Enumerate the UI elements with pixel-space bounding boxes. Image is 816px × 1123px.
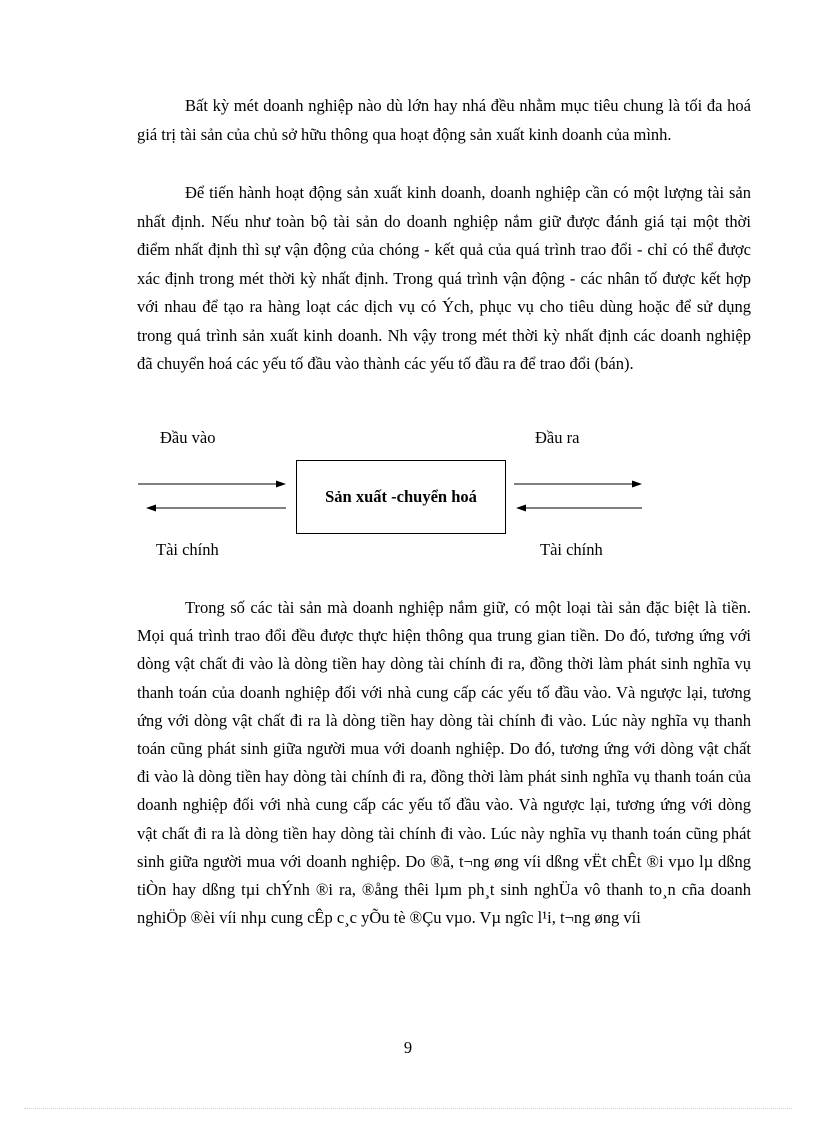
- production-box-label: Sản xuất -chuyển hoá: [325, 487, 477, 506]
- page-number: 9: [403, 1038, 413, 1057]
- production-box: [296, 460, 506, 534]
- output-label: Đầu ra: [535, 428, 580, 447]
- paragraph-intro: Bất kỳ mét doanh nghiệp nào dù lớn hay nhá đều nhằm mục tiêu chung là tối đa hoá giá trị tài sản của chủ sở hữu thông qua hoạt động sản xuất kinh doanh của mình.: [137, 96, 751, 144]
- left-flow-arrows: [136, 478, 296, 514]
- production-flow-diagram: [0, 420, 816, 570]
- paragraph-money: Trong số các tài sản mà doanh nghiệp nắm giữ, có một loại tài sản đặc biệt là tiền. Mọi quá trình trao đổi đều được thực hiện thông qua trung gian tiền. Do đó, tương ứng với dòng vật chất đi vào là dòng tiền hay dòng tài chính đi ra, đồng thời làm phát sinh nghĩa vụ thanh toán của doanh nghiệp đối với nhà cung cấp các yếu tố đầu vào. Và ngược lại, tương ứng với dòng vật chất đi ra là dòng tiền hay dòng tài chính đi vào. Lúc này nghĩa vụ thanh toán cũng phát sinh giữa người mua với doanh nghiệp. Do đó, tương ứng với dòng vật chất đi vào là dòng tiền hay dòng tài chính đi ra, đồng thời làm phát sinh nghĩa vụ thanh toán của doanh nghiệp đối với nhà cung cấp các yếu tố đầu vào. Và ngược lại, tương ứng với dòng vật chất đi ra là dòng tiền hay dòng tài chính đi vào. Lúc này nghĩa vụ thanh toán cũng phát sinh giữa người mua với doanh nghiệp. Do ®ã, t¬ng øng víi dßng vËt chÊt ®i vµo lµ dßng tiÒn hay dßng tµi chÝnh ®i ra, ®ång thêi lµm ph¸t sinh nghÜa vô thanh to¸n cña doanh nghiÖp ®èi víi nhµ cung cÊp c¸c yÕu tè ®Çu vµo. Vµ ngîc l¹i, t¬ng øng víi: [137, 598, 751, 928]
- paragraph-assets: Để tiến hành hoạt động sản xuất kinh doanh, doanh nghiệp cần có một lượng tài sản nhất định. Nếu như toàn bộ tài sản do doanh nghiệp nắm giữ được đánh giá tại một thời điểm nhất định thì sự vận động của chóng - kết quả của quá trình trao đổi - chỉ có thể được xác định trong mét thời kỳ nhất định. Trong quá trình vận động - các nhân tố được kết hợp với nhau để tạo ra hàng loạt các dịch vụ có Ých, phục vụ cho tiêu dùng hoặc để sử dụng trong quá trình sản xuất kinh doanh. Nh vậy trong mét thời kỳ nhất định các doanh nghiệp đã chuyển hoá các yếu tố đầu vào thành các yếu tố đầu ra để trao đổi (bán).: [137, 183, 751, 373]
- right-finance-label: Tài chính: [540, 540, 603, 559]
- right-flow-arrows: [512, 478, 652, 514]
- input-label: Đầu vào: [160, 428, 216, 447]
- left-finance-label: Tài chính: [156, 540, 219, 559]
- footer-divider: [24, 1108, 792, 1109]
